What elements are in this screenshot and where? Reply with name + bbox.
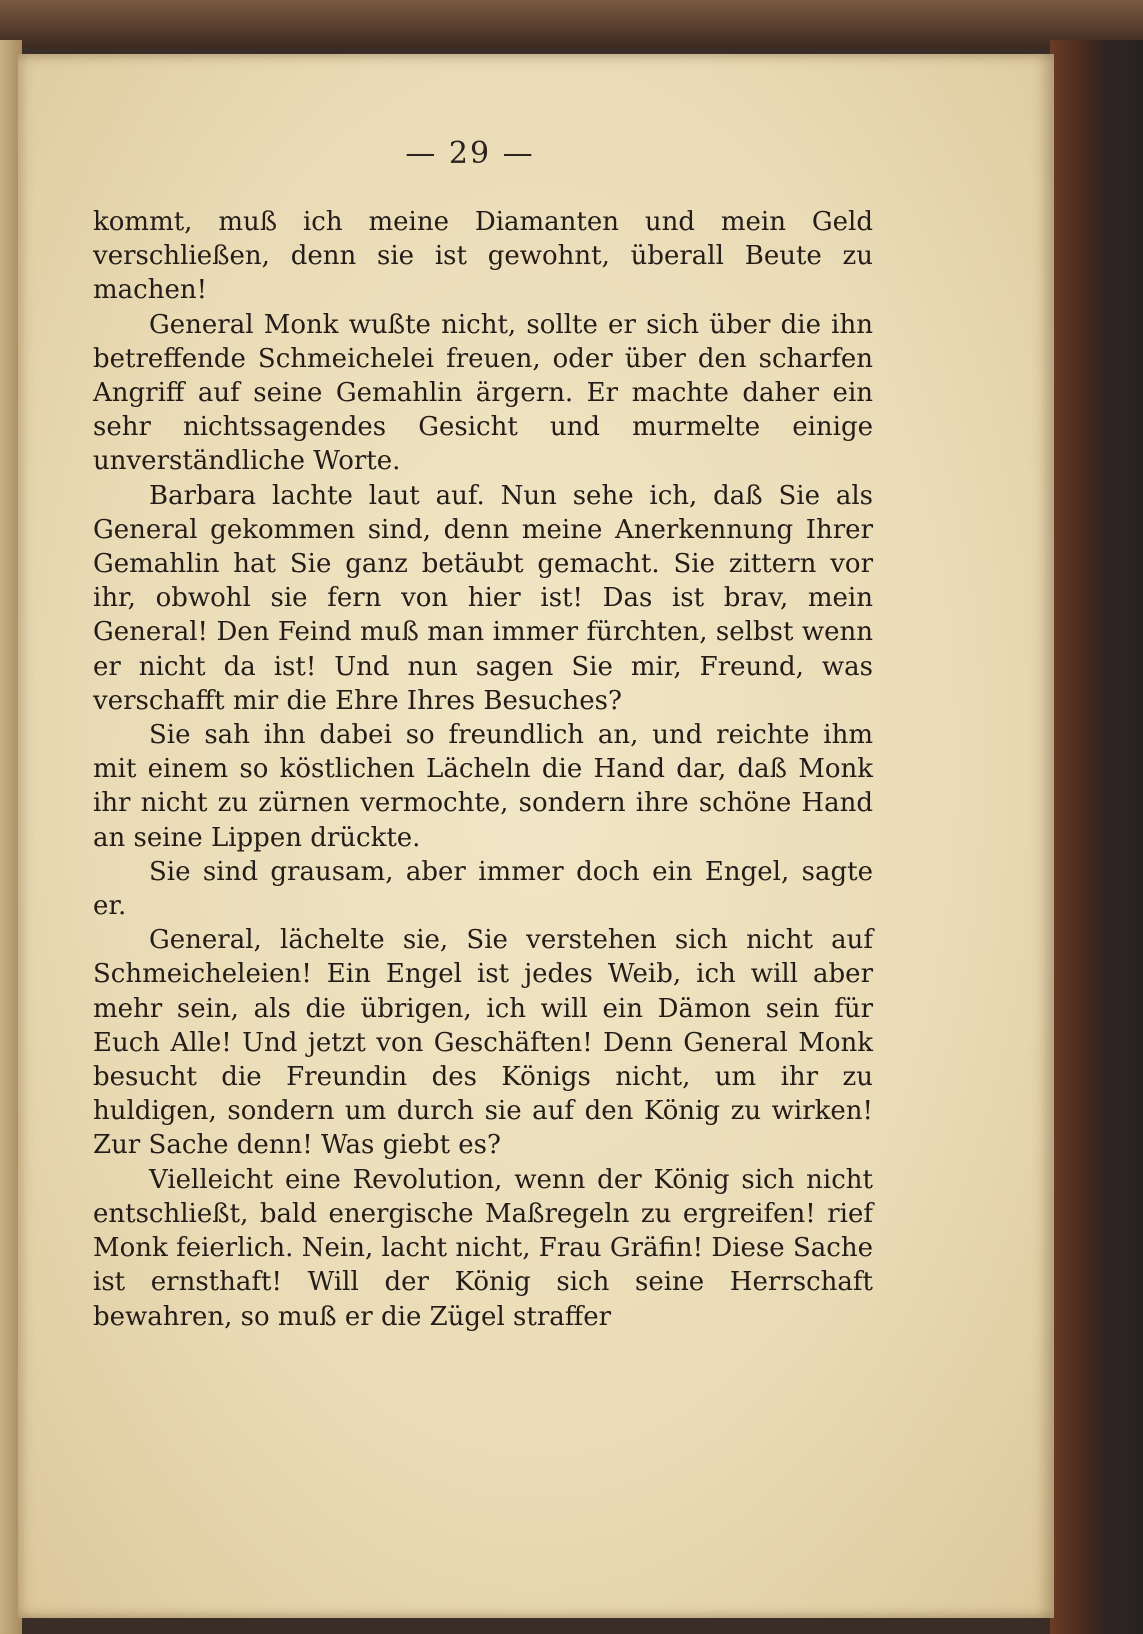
paragraph-5: Sie sind grausam, aber immer doch ein Engel, sagte er.	[93, 856, 873, 922]
paragraph-4: Sie sah ihn dabei so freundlich an, und reichte ihm mit einem so köstlichen Lächeln die Hand dar, daß Monk ihr nicht zu zürnen vermochte, sondern ihre schöne Hand an seine Lippen drückte.	[93, 720, 873, 853]
paragraph-2: General Monk wußte nicht, sollte er sich über die ihn betreffende Schmeichelei freuen, oder über den scharfen Angriff auf seine Gemahlin ärgern. Er machte daher ein sehr nichtssagendes Gesicht und murmelte einige unverständliche Worte.	[93, 309, 873, 477]
paragraph-7: Vielleicht eine Revolution, wenn der König sich nicht entschließt, bald energische Maßregeln zu ergreifen! rief Monk feierlich. Nein, lacht nicht, Frau Gräfin! Diese Sache ist ernsthaft! Will der König sich seine Herrschaft bewahren, so muß er die Zügel straffer	[93, 1164, 873, 1332]
book-top-edge	[0, 0, 1143, 48]
page-text	[93, 205, 873, 1334]
paragraph-1: kommt, muß ich meine Diamanten und mein Geld verschließen, denn sie ist gewohnt, überall Beute zu machen!	[93, 207, 873, 306]
page-number: — 29 —	[405, 136, 535, 171]
paragraph-6: General, lächelte sie, Sie verstehen sich nicht auf Schmeicheleien! Ein Engel ist jedes Weib, ich will aber mehr sein, als die übrigen, ich will ein Dämon sein für Euch Alle! Und jetzt von Geschäften! Denn General Monk besucht die Freundin des Königs nicht, um ihr zu huldigen, sondern um durch sie auf den König zu wirken! Zur Sache denn! Was giebt es?	[93, 925, 873, 1161]
paragraph-3: Barbara lachte laut auf. Nun sehe ich, daß Sie als General gekommen sind, denn meine Anerkennung Ihrer Gemahlin hat Sie ganz betäubt gemacht. Sie zittern vor ihr, obwohl sie fern von hier ist! Das ist brav, mein General! Den Feind muß man immer fürchten, selbst wenn er nicht da ist! Und nun sagen Sie mir, Freund, was verschafft mir die Ehre Ihres Besuches?	[93, 480, 873, 716]
book-cover-edge	[1050, 40, 1143, 1634]
